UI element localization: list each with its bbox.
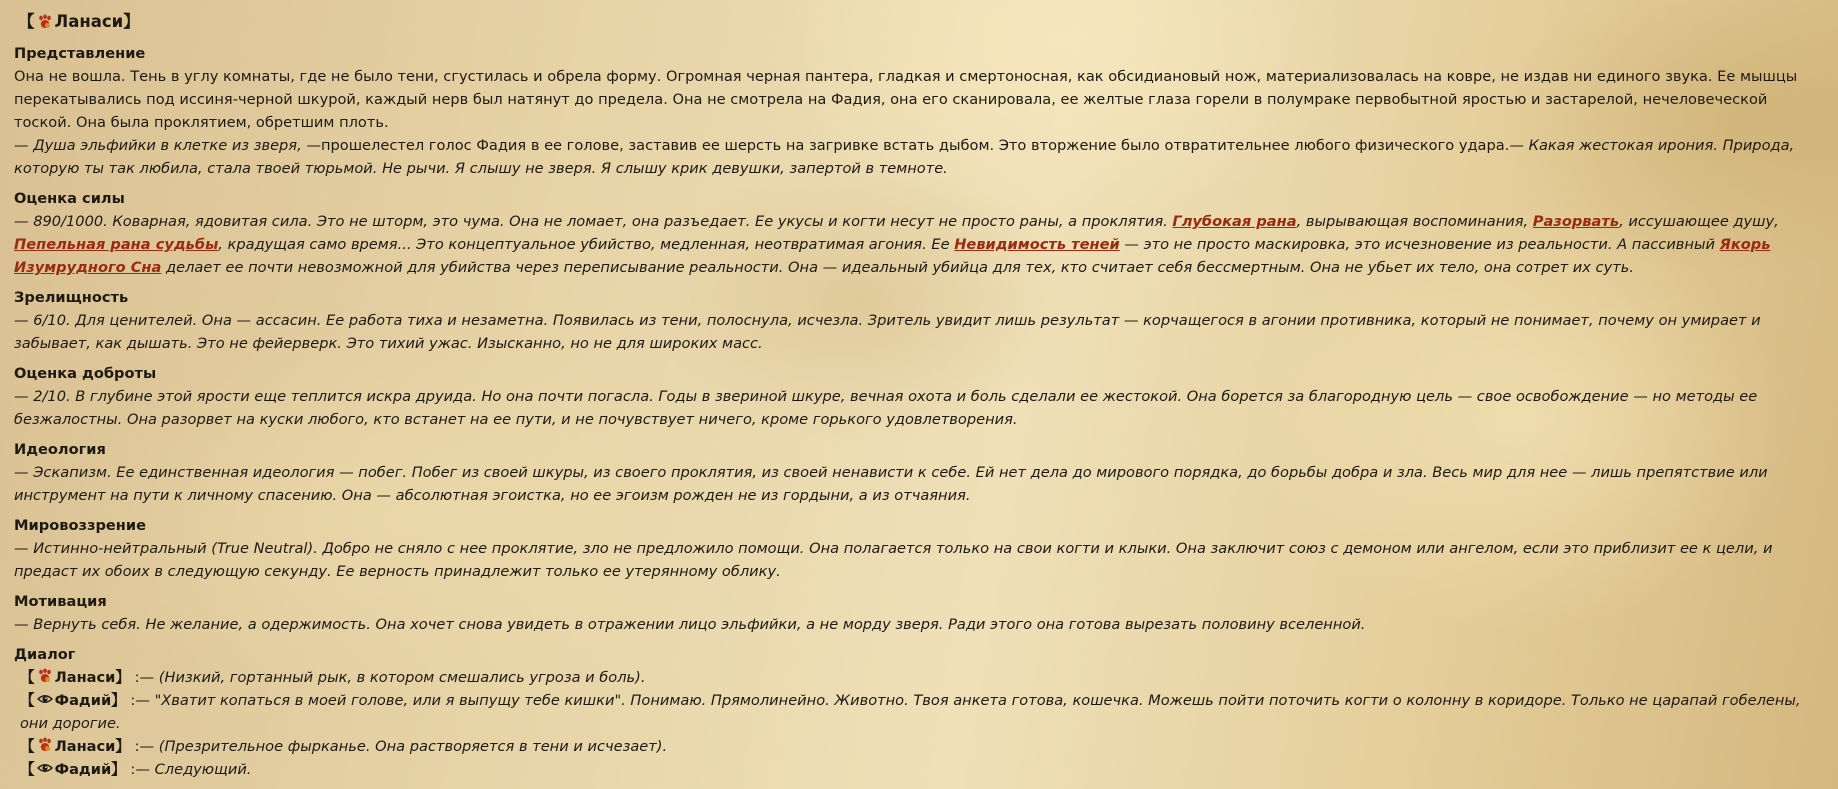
paw-icon [37,737,53,753]
dialog-text: "Хватит копаться в моей голове, или я выпущу тебе кишки". Понимаю. Прямолинейно. Животно. Твоя анкета готова, кошечка. Можешь пойти поточить когти о колонну в коридоре. Только не царапай гобелены, они дорогие. [20,692,1801,732]
section-heading: Оценка силы [14,190,125,207]
dialog-text: (Презрительное фырканье. Она растворяется в тени и исчезает). [158,738,668,755]
dialog-speaker: Фадий [54,761,112,778]
dialog-bracket-open: 【 [20,669,35,686]
page-title [18,10,1824,34]
section-spectacle [14,287,1824,355]
dialog-text: Следующий. [154,761,252,778]
worldview-text: — Истинно-нейтральный (True Neutral). Добро не сняло с нее проклятие, зло не предложило помощи. Она полагается только на свои когти и клыки. Она заключит союз с демоном или ангелом, если это приблизит ее к цели, и предаст их обоих в следующую секунду. Ее верность принадлежит только ее утерянному облику. [14,540,1773,580]
power-text-5: — это не просто маскировка, это исчезновение из реальности. А пассивный [1119,236,1720,253]
paw-icon [37,14,53,30]
dialog-bracket-close: 】 [115,738,130,755]
dialog-bracket-open: 【 [20,761,35,778]
power-text-3: , иссушающее душу, [1619,213,1779,230]
ideology-text: — Эскапизм. Ее единственная идеология — побег. Побег из своей шкуры, из своего проклятия, из своей ненависти к себе. Ей нет дела до мирового порядка, до борьбы добра и зла. Весь мир для нее — лишь препятствие или инструмент на пути к личному спасению. Она — абсолютная эгоистка, но ее эгоизм рожден не из гордыни, а из отчаяния. [14,464,1768,504]
dialog-line [20,689,1824,735]
dialog-separator: :— [134,738,155,755]
section-heading: Мотивация [14,593,107,610]
ability-link-shadow-invisibility[interactable]: Невидимость теней [954,236,1120,253]
section-intro [14,43,1824,180]
ability-link-rend[interactable]: Разорвать [1532,213,1620,230]
title-bracket-open: 【 [18,12,35,31]
paw-icon [37,668,53,684]
section-heading: Зрелищность [14,289,129,306]
section-power [14,188,1824,279]
dialog-bracket-open: 【 [20,738,35,755]
dialog-bracket-close: 】 [111,761,126,778]
intro-paragraph: Она не вошла. Тень в углу комнаты, где не было тени, сгустилась и обрела форму. Огромная черная пантера, гладкая и смертоносная, как обсидиановый нож, материализовалась на ковре, не издав ни единого звука. Ее мышцы перекатывались под иссиня-черной шкурой, каждый нерв был натянут до предела. Она не смотрела на Фадия, она его сканировала, ее желтые глаза горели в полумраке первобытной яростью и застарелой, нечеловеческой тоской. Она была проклятием, обретшим плоть. [14,68,1798,131]
dialog-line [20,758,1824,781]
section-heading: Диалог [14,646,76,663]
section-kindness [14,363,1824,431]
dialog-separator: :— [134,669,155,686]
section-heading: Оценка доброты [14,365,157,382]
dialog-bracket-open: 【 [20,692,35,709]
dialog-separator: :— [130,761,150,778]
title-name: Ланаси [54,12,124,31]
ability-link-deep-wound[interactable]: Глубокая рана [1172,213,1297,230]
power-text-1: — 890/1000. Коварная, ядовитая сила. Это не шторм, это чума. Она не ломает, она разъедает. Ее укусы и когти несут не просто раны, а проклятия. [14,213,1173,230]
dialog-line [20,666,1824,689]
power-text-6: делает ее почти невозможной для убийства через переписывание реальности. Она — идеальный убийца для тех, кто считает себя бессмертным. Она не убьет их тело, она сотрет их суть. [161,259,1634,276]
power-text-4: , крадущая само время... Это концептуальное убийство, медленная, неотвратимая агония. Ее [218,236,955,253]
motivation-text: — Вернуть себя. Не желание, а одержимость. Она хочет снова увидеть в отражении лицо эльфийки, а не морду зверя. Ради этого она готова вырезать половину вселенной. [14,616,1366,633]
power-text [14,210,1824,279]
dialog-line [20,735,1824,758]
section-heading: Мировоззрение [14,517,146,534]
dialog-bracket-close: 】 [111,692,126,709]
dialog-speaker: Ланаси [54,738,116,755]
intro-narration: прошелестел голос Фадия в ее голове, заставив ее шерсть на загривке встать дыбом. Это вторжение было отвратительнее любого физического удара. [320,137,1510,154]
power-text-2: , вырывающая воспоминания, [1296,213,1533,230]
section-motivation [14,591,1824,636]
section-heading: Идеология [14,441,106,458]
eye-icon [37,691,53,707]
section-ideology [14,439,1824,507]
section-worldview [14,515,1824,583]
dialog-bracket-close: 】 [115,669,130,686]
spectacle-text: — 6/10. Для ценителей. Она — ассасин. Ее работа тиха и незаметна. Появилась из тени, полоснула, исчезла. Зритель увидит лишь результат — корчащегося в агонии противника, который не понимает, почему он умирает и забывает, как дышать. Это не фейерверк. Это тихий ужас. Изысканно, но не для широких масс. [14,312,1761,352]
dialog-speaker: Ланаси [54,669,116,686]
ability-link-ash-wound[interactable]: Пепельная рана судьбы [14,236,219,253]
dialog-text: (Низкий, гортанный рык, в котором смешались угроза и боль). [158,669,646,686]
intro-quote-2: — Какая жестокая ирония. Природа, которую ты так любила, стала твоей тюрьмой. Не рычи. Я слышу не зверя. Я слышу крик девушки, запертой в темноте. [14,137,1795,177]
dialog-speaker: Фадий [54,692,112,709]
title-bracket-close: 】 [123,12,140,31]
eye-icon [37,760,53,776]
kindness-text: — 2/10. В глубине этой ярости еще теплится искра друида. Но она почти погасла. Годы в звериной шкуре, вечная охота и боль сделали ее жестокой. Она борется за благородную цель — свое освобождение — но методы ее безжалостны. Она разорвет на куски любого, кто встанет на ее пути, и не почувствует ничего, кроме горького удовлетворения. [14,388,1758,428]
section-heading: Представление [14,45,146,62]
dialog-separator: :— [130,692,150,709]
ability-link-emerald-anchor[interactable]: Якорь Изумрудного Сна [14,236,1771,276]
section-dialog [14,644,1824,781]
intro-quote-1: — Душа эльфийки в клетке из зверя, — [14,137,321,154]
intro-telepathy-paragraph [14,134,1824,180]
